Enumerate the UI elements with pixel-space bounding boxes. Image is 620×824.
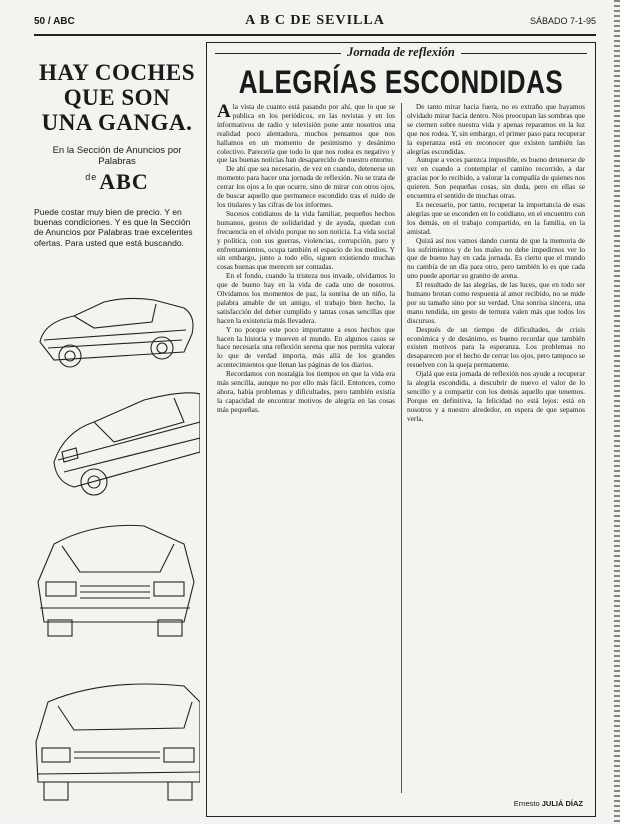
binding-edge (614, 0, 620, 824)
ad-brand-prefix: de (85, 172, 98, 182)
paragraph: Y no porque este poco importante a esos hechos que hacen la historia y mueven el mundo. En algunos casos se hace necesaria una reflexión serena que nos permita valorar lo que de verdad importa, más allá de los grandes acontecimientos que llenan las páginas de los diarios. (217, 324, 395, 370)
article-headline: ALEGRÍAS ESCONDIDAS (238, 63, 564, 101)
author-signature (514, 799, 583, 808)
paragraph: El resultado de las alegrías, de las luces, que en todo ser humano brotan como respuesta al amor recibido, no se mide por su tamaño sino por su verdad. Una sonrisa sincera, una mano tendida, un gesto de ternura valen más que todos los discursos. (407, 280, 585, 325)
issue-date: SÁBADO 7-1-95 (529, 16, 596, 26)
paragraph: Quizá así nos vamos dando cuenta de que la memoria de los sufrimientos y de los males no debe impedirnos ver lo que de bueno hay en cada jornada. Es cierto que el mundo no cambia de un día para otro, pero también lo es que cada uno puede aportar su granito de arena. (407, 235, 585, 281)
ad-body-text: Puede costar muy bien de precio. Y en buenas condiciones. Y es que la Sección de Anuncios por Palabras trae excelentes ofertas. Para usted que está buscando. (34, 207, 193, 248)
paragraph: Aunque a veces parezca imposible, es bueno detenerse de vez en cuando a contemplar el camino recorrido, a dar gracias por lo recibido, a valorar la compañía de quienes nos quieren. Son pequeñas cosas, sin duda, pero en ellas se encuentra el sentido de muchas otras. (407, 155, 585, 201)
opinion-article (206, 42, 596, 817)
paragraph: En el fondo, cuando la tristeza nos invade, olvidamos lo que de bueno hay en la vida de cada uno de nosotros. Olvidamos los momentos de paz, la sonrisa de un niño, la palabra amable de un amigo, el trabajo bien hecho, la satisfacción del deber cumplido y tantas cosas sencillas que hacen la existencia más llevadera. (217, 271, 395, 325)
ad-brand-logo: ABC (99, 169, 149, 194)
ad-headline (34, 60, 200, 135)
page-header (34, 12, 596, 36)
newspaper-title: A B C DE SEVILLA (245, 13, 385, 28)
paragraph: Después de un tiempo de dificultades, de crisis económica y de desánimo, es bueno recordar que también existen motivos para la esperanza. Los problemas no desaparecen por el hecho de cerrar los ojos, pero tampoco se resuelven con la queja permanente. (407, 324, 585, 370)
article-kicker (207, 45, 595, 60)
paragraph: Ojalá que esta jornada de reflexión nos ayude a recuperar la alegría escondida, a descubrir de nuevo el valor de lo sencillo y a compartir con los demás aquello que tenemos. Porque en definitiva, la felicidad no está lejos: está en nosotros y a nuestro alrededor, en espera de que sepamos verla. (407, 369, 585, 423)
article-kicker-text: Jornada de reflexión (341, 45, 461, 60)
paragraph: De tanto mirar hacia fuera, no es extraño que hayamos olvidado mirar hacia dentro. Nos preocupan las sombras que se ciernen sobre nuestra vida y apenas reparamos en la luz que nos rodea. Y, sin embargo, el primer paso para recuperar la esperanza está en reconocer que existen también las alegrías escondidas. (407, 102, 585, 156)
article-column-2 (407, 103, 585, 424)
paragraph: De ahí que sea necesario, de vez en cuando, detenerse un momento para hacer una jornada de reflexión. No se trata de cerrar los ojos a lo que ocurre, sino de mirar con otros ojos, de buscar aquello que permanece escondido tras el ruido de los titulares y las cifras de los informes. (217, 164, 395, 209)
page-number: 50 / ABC (34, 16, 75, 27)
article-column-1 (217, 103, 395, 415)
author-first-name: Ernesto (513, 799, 540, 808)
convertible-car-drawing (40, 298, 193, 367)
paragraph: Sucesos cotidianos de la vida familiar, pequeños hechos humanos, gestos de solidaridad y de ayuda, quedan con frecuencia en el olvido porque no son noticia. La vida social y política, con sus guerras, violencias, corrupción, paro y enfrentamientos, ocupa también el espacio de los medios. Y sin embargo, junto a todo ello, siguen existiendo muchas cosas buenas que merecen ser contadas. (217, 208, 395, 272)
ad-brand (34, 169, 200, 195)
ad-headline-line: QUE SON (63, 85, 171, 110)
paragraph: Es necesario, por tanto, recuperar la importancia de esas alegrías que se esconden en lo cotidiano, en el encuentro con los demás, en el trabajo compartido, en la familia, en la amistad. (407, 199, 585, 236)
ad-headline-line: HAY COCHES (38, 60, 196, 85)
coupe-car-drawing (54, 393, 200, 495)
hatchback-car-drawing (38, 525, 194, 636)
classified-ad (34, 42, 200, 812)
sedan-car-drawing (36, 684, 200, 800)
cars-illustration (34, 282, 200, 812)
column-divider (401, 103, 402, 793)
ad-headline-line: UNA GANGA. (41, 110, 193, 135)
author-surname: JULIÁ DÍAZ (541, 799, 583, 808)
paragraph: Recordamos con nostalgia los tiempos en que la vida era más sencilla, aunque no por ello más fácil. Entonces, como ahora, había problemas y dificultades, pero también existía la capacidad de encontrar motivos de alegría en las cosas más pequeñas. (217, 369, 395, 414)
ad-subtitle: En la Sección de Anuncios por Palabras (52, 145, 182, 167)
paragraph: Ala vista de cuanto está pasando por ahí, que lo que se publica en los periódicos, en las revistas y en los informativos de radio y televisión pone ante nosotros una realidad poco alentadora, muchos pensamos que nos hallamos en un momento de pesimismo y desánimo colectivo. Parecería que todo lo que nos rodea es negativo y que las buenas noticias han desaparecido de nuestro entorno. (217, 101, 395, 165)
